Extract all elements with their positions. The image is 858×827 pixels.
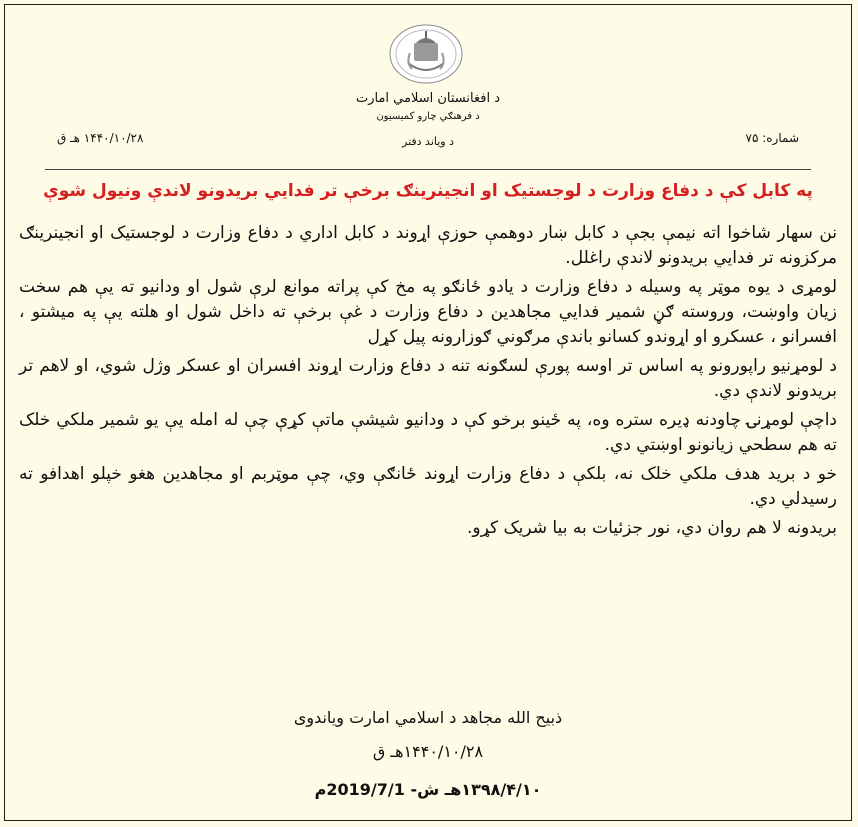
header-divider [45, 169, 811, 170]
paragraph: لومړی د يوه موټر په وسيله د دفاع وزارت د يادو ځانګو په مخ کې پراته موانع لرې شول او ودانيو ته يې هم سخت زيان واوښت، وروسته ګڼ شمير فدايي مجاهدين د دفاع وزارت د غې برخې ته داخل شول او هلته يې په ميشتو ، افسرانو ، عسکرو او اړوندو کسانو باندې مرګوني ګوزارونه پيل کړل [19, 277, 837, 347]
paragraph: بريدونه لا هم روان دي، نور جزئيات به بيا شريک کړو. [466, 518, 837, 538]
islamic-emirate-emblem-icon [388, 23, 464, 85]
signature-name: ذبيح الله مجاهد د اسلامي امارت وياندوى [293, 708, 563, 727]
body-text [19, 221, 837, 545]
document-title: په کابل کې د دفاع وزارت د لوجستيک او انجينرينګ برخې تر فدايي بريدونو لاندې ونيول شوې [43, 181, 813, 201]
header-commission: د فرهنګي چارو کميسيون [376, 111, 480, 122]
number-value: ۷۵ [745, 131, 759, 145]
paragraph: خو د بريد هدف ملکي خلک نه، بلکې د دفاع وزارت اړوند ځانګې وي، چې موټربم او مجاهدين هغو خپلو اهدافو ته رسيدلي دي. [19, 464, 837, 509]
paragraph: داچې لومړنۍ چاودنه ډيره ستره وه، په ځينو برخو کې د ودانيو شيشې ماتې کړې چې له امله يې يو شمير ملکي خلک ته هم سطحي زيانونو اوښتي دي. [19, 410, 837, 455]
paragraph: نن سهار شاخوا اته نيمې بجې د کابل ښار دوهمې حوزې اړوند د کابل اداري د دفاع وزارت د لوجستيک او انجينرينګ مرکزونه تر فدايي بريدونو لاندې راغلل. [19, 223, 837, 268]
signature-date-qamari: ۱۴۴۰/۱۰/۲۸هـ ق [372, 742, 484, 761]
number-label: شماره: [762, 131, 799, 145]
header-organization: د افغانستان اسلامي امارت [355, 91, 500, 106]
document-date: ۱۴۴۰/۱۰/۲۸ هـ ق [57, 131, 144, 145]
paragraph: د لومړنيو راپورونو په اساس تر اوسه پورې لسګونه تنه د دفاع وزارت اړوند افسران او عسکر وژل شوي، او لاهم تر بريدونو لاندې دي. [19, 356, 837, 401]
meta-row [57, 131, 799, 151]
signature-date-combined: ۱۳۹۸/۴/۱۰هـ ش- 2019/7/1م [314, 780, 542, 799]
document-page [4, 4, 852, 821]
office-name: د وياند دفتر [402, 135, 454, 148]
